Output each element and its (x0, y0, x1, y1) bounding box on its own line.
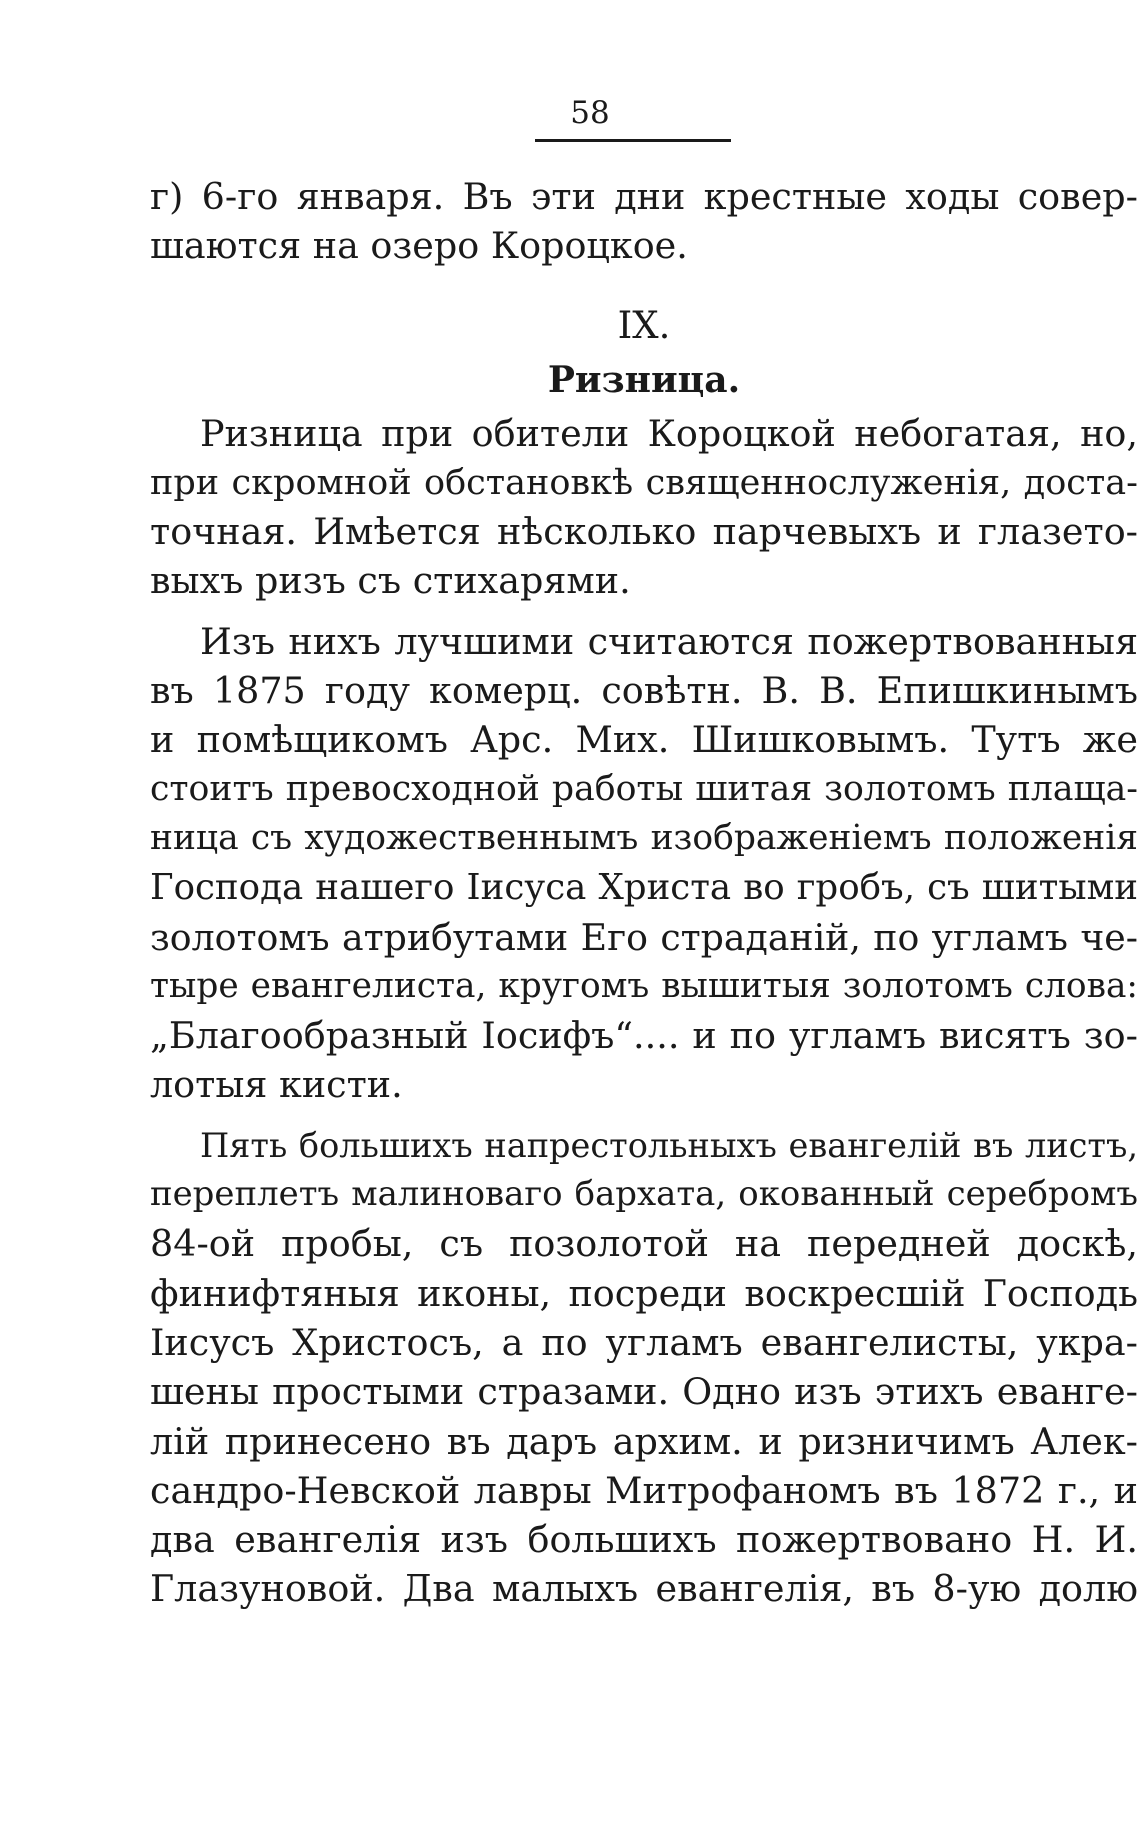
text-line: Глазуновой. Два малыхъ евангелія, въ 8-ую долю (150, 1567, 1138, 1611)
header-rule (535, 139, 731, 142)
text-line: лій принесено въ даръ архим. и ризничимъ Алек- (150, 1419, 1138, 1463)
chapter-title: Ризница. (547, 358, 741, 401)
text-line: лотыя кисти. (150, 1063, 403, 1107)
text-line: и помѣщикомъ Арс. Мих. Шишковымъ. Тутъ же (150, 718, 1138, 762)
text-line: въ 1875 году комерц. совѣтн. В. В. Епишкинымъ (150, 669, 1138, 713)
text-line: при скромной обстановкѣ священнослуженія, доста- (150, 461, 1138, 503)
text-line: Господа нашего Іисуса Христа во гробъ, съ шитыми (150, 867, 1138, 909)
text-line: точная. Имѣется нѣсколько парчевыхъ и глазето- (150, 510, 1138, 554)
chapter-numeral: IX. (617, 303, 671, 347)
text-line: Ризница при обители Короцкой небогатая, но, (200, 411, 1138, 455)
book-page (150, 95, 1138, 1614)
text-line: переплетъ малиноваго бархата, окованный серебромъ (150, 1175, 1138, 1215)
text-line: золотомъ атрибутами Его страданій, по угламъ че- (150, 915, 1138, 959)
text-line: стоитъ превосходной работы шитая золотомъ плаща- (150, 768, 1138, 809)
intro-text (150, 172, 1138, 271)
text-line: г) 6-го января. Въ эти дни крестные ходы совер- (150, 175, 1138, 218)
text-line: 84-ой пробы, съ позолотой на передней доскѣ, (150, 1222, 1138, 1266)
paragraph-1 (150, 409, 1138, 606)
text-line: шаются на озеро Короцкое. (150, 224, 688, 268)
text-line: тыре евангелиста, кругомъ вышитыя золотомъ слова: (150, 965, 1138, 1006)
text-line: Пять большихъ напрестольныхъ евангелій въ листъ, (200, 1125, 1138, 1165)
paragraph-3 (150, 1121, 1138, 1614)
paragraph-2 (150, 617, 1138, 1110)
page-number: 58 (570, 95, 610, 131)
text-line: сандро-Невской лавры Митрофаномъ въ 1872 г., и (150, 1468, 1138, 1512)
text-line: шены простыми стразами. Одно изъ этихъ еванге- (150, 1370, 1138, 1414)
text-line: выхъ ризъ съ стихарями. (150, 559, 631, 603)
text-line: два евангелія изъ большихъ пожертвовано Н. И. (150, 1518, 1138, 1562)
text-line: Іисусъ Христосъ, а по угламъ евангелисты, укра- (150, 1320, 1138, 1364)
text-line: финифтяныя иконы, посреди воскресшій Господь (150, 1271, 1138, 1315)
text-line: Изъ нихъ лучшими считаются пожертвованныя (200, 619, 1138, 663)
text-line: „Благообразный Іосифъ“.... и по угламъ висятъ зо- (150, 1014, 1138, 1058)
text-line: ница съ художественнымъ изображеніемъ положенія (150, 817, 1138, 858)
